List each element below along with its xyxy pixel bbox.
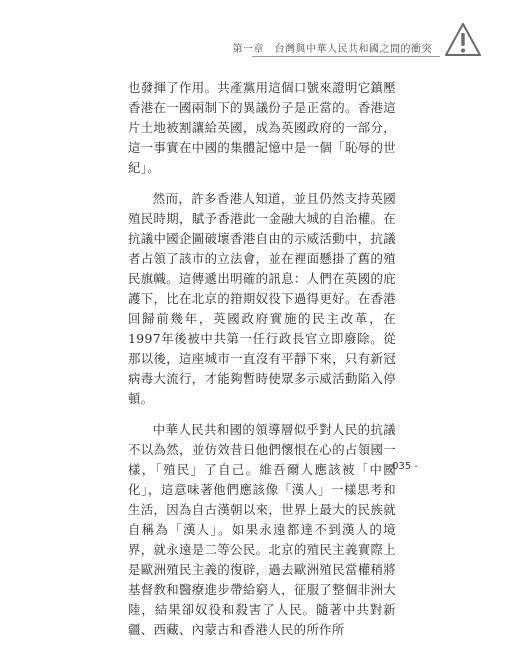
page-number: - 035 -: [385, 461, 418, 472]
paragraph: 然而，許多香港人知道，並且仍然支持英國殖民時期，賦予香港此一金融大城的自治權。在抗議中國企圖破壞香港自由的示威活動中，抗議者占領了該市的立法會，並在裡面懸掛了舊的殖民旗幟。這傳遞出明確的訊息：人們在英國的庇護下，比在北京的箝期奴役下過得更好。在香港回歸前幾年，英國政府實施的民主改革，在1997年後被中共第一任行政長官立即廢除。從那以後，這座城市一直沒有平靜下來，只有新冠病毒大流行，才能夠暫時使眾多示威活動陷入停頓。: [128, 191, 396, 406]
paragraph-continued: 也發揮了作用。共產黨用這個口號來證明它鎮壓香港在一國兩制下的異議份子是正當的。香港這片土地被割讓給英國，成為英國政府的一部分，這一事實在中國的集體記憶中是一個「恥辱的世紀」。: [128, 80, 396, 175]
running-title: 第一章 台灣與中華人民共和國之間的衝突: [232, 44, 432, 55]
running-header: [0, 0, 520, 70]
paragraph: 中華人民共和國的領導層似乎對人民的抗議不以為然，並仿效昔日他們懷恨在心的占領國一樣，「殖民」了自己。維吾爾人應該被「中國化」，這意味著他們應該像「漢人」一樣思考和生活，因為自古漢朝以來，世界上最大的民族就自稱為「漢人」。如果永遠都達不到漢人的境界，就永遠是二等公民。北京的殖民主義實際上是歐洲殖民主義的復辟，過去歐洲殖民當權稍將基督教和醫療進步帶給窮人，征服了整個非洲大陸，結果卻奴役和殺害了人民。隨著中共對新疆、西藏、內蒙古和香港人民的所作所: [128, 422, 396, 637]
warning-triangle-icon: [444, 22, 482, 58]
body-text: [128, 78, 396, 651]
header-rule: [252, 56, 440, 57]
